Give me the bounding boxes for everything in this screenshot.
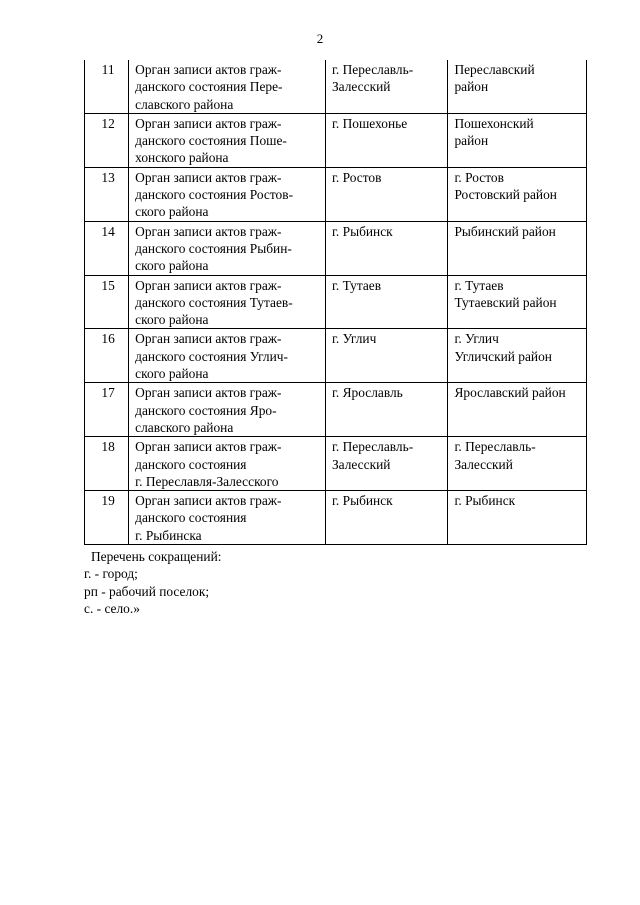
table-row [85, 383, 587, 437]
table-row [85, 329, 587, 383]
office-name-cell [129, 221, 326, 275]
location-line: г. Рыбинск [331, 223, 393, 239]
location-line: г. Рыбинск [331, 493, 393, 509]
row-number-cell: 15 [85, 275, 129, 329]
office-name-line: данского состояния Яро- [135, 402, 277, 418]
office-name-line: данского состояния [135, 510, 247, 526]
jurisdiction-cell [448, 329, 587, 383]
abbreviation-item: г. - город; [84, 566, 138, 582]
location-line: г. Ярославль [331, 385, 403, 401]
office-name-cell [129, 491, 326, 545]
location-line: Залесский [331, 456, 391, 472]
office-name-line: Орган записи актов граж- [135, 331, 282, 347]
table-row [85, 275, 587, 329]
abbreviation-item: рп - рабочий поселок; [84, 583, 210, 599]
office-name-line: ского района [135, 312, 209, 328]
jurisdiction-line: Ярославский район [454, 385, 566, 401]
office-name-line: данского состояния Углич- [135, 348, 288, 364]
office-name-cell [129, 113, 326, 167]
location-cell [325, 491, 447, 545]
office-name-line: данского состояния Рыбин- [135, 240, 292, 256]
jurisdiction-line: Залесский [454, 456, 513, 472]
jurisdiction-cell [448, 275, 587, 329]
office-name-cell [129, 437, 326, 491]
jurisdiction-cell [448, 60, 587, 113]
office-name-line: хонского района [135, 150, 229, 166]
jurisdiction-line: Тутаевский район [454, 294, 557, 310]
office-name-line: Орган записи актов граж- [135, 115, 282, 131]
table-row [85, 167, 587, 221]
location-cell [325, 383, 447, 437]
jurisdiction-line: г. Переславль- [454, 439, 536, 455]
office-name-line: Орган записи актов граж- [135, 439, 282, 455]
row-number-cell: 13 [85, 167, 129, 221]
location-cell [325, 275, 447, 329]
location-line: г. Ростов [331, 169, 382, 185]
page-number: 2 [316, 31, 324, 46]
office-name-line: ского района [135, 204, 209, 220]
location-line: г. Переславль- [331, 439, 414, 455]
jurisdiction-line: Переславский [454, 62, 535, 77]
jurisdiction-line: район [454, 133, 489, 149]
location-line: Залесский [331, 79, 391, 95]
row-number-cell: 16 [85, 329, 129, 383]
office-name-line: данского состояния Тутаев- [135, 294, 293, 310]
jurisdiction-line: Рыбинский район [454, 223, 556, 239]
row-number-cell: 19 [85, 491, 129, 545]
jurisdiction-cell [448, 221, 587, 275]
row-number-cell: 18 [85, 437, 129, 491]
jurisdiction-line: г. Рыбинск [454, 493, 516, 509]
jurisdiction-line: Угличский район [454, 348, 552, 364]
location-cell [325, 60, 447, 113]
office-name-line: данского состояния Пере- [135, 79, 283, 95]
table-row [85, 60, 587, 113]
jurisdiction-line: г. Тутаев [454, 277, 504, 293]
jurisdiction-line: Ростовский район [454, 187, 557, 203]
jurisdiction-line: г. Углич [454, 331, 499, 347]
office-name-line: Орган записи актов граж- [135, 493, 282, 509]
office-name-line: Орган записи актов граж- [135, 62, 282, 77]
office-name-line: ского района [135, 258, 209, 274]
office-name-line: данского состояния [135, 456, 247, 472]
location-cell [325, 437, 447, 491]
location-cell [325, 113, 447, 167]
office-name-line: ского района [135, 366, 209, 382]
jurisdiction-cell [448, 167, 587, 221]
location-line: г. Пошехонье [331, 115, 408, 131]
row-number-cell: 11 [85, 60, 129, 113]
row-number-cell: 14 [85, 221, 129, 275]
abbreviations-title: Перечень сокращений: [91, 549, 222, 564]
abbreviations-block [84, 548, 221, 618]
office-name-cell [129, 167, 326, 221]
location-line: г. Переславль- [331, 62, 414, 77]
table-row [85, 491, 587, 545]
office-name-line: славского района [135, 419, 234, 435]
row-number-cell: 12 [85, 113, 129, 167]
office-name-cell [129, 383, 326, 437]
office-name-cell [129, 329, 326, 383]
office-name-cell [129, 60, 326, 113]
row-number-cell: 17 [85, 383, 129, 437]
jurisdiction-cell [448, 383, 587, 437]
abbreviation-item: с. - село.» [84, 601, 140, 617]
office-name-line: славского района [135, 96, 234, 112]
location-cell [325, 329, 447, 383]
location-cell [325, 167, 447, 221]
jurisdiction-cell [448, 437, 587, 491]
jurisdiction-line: Пошехонский [454, 115, 534, 131]
location-line: г. Тутаев [331, 277, 382, 293]
office-name-line: данского состояния Ростов- [135, 187, 294, 203]
office-name-line: г. Рыбинска [135, 527, 202, 543]
location-cell [325, 221, 447, 275]
table-row [85, 113, 587, 167]
office-name-line: г. Переславля-Залесского [135, 473, 279, 489]
jurisdiction-line: район [454, 79, 489, 95]
table-row [85, 437, 587, 491]
jurisdiction-line: г. Ростов [454, 169, 504, 185]
office-name-line: Орган записи актов граж- [135, 169, 282, 185]
jurisdiction-cell [448, 113, 587, 167]
registry-table-body [85, 60, 587, 545]
office-name-line: данского состояния Поше- [135, 133, 287, 149]
abbreviations-list [84, 565, 221, 617]
jurisdiction-cell [448, 491, 587, 545]
registry-table [84, 60, 587, 545]
location-line: г. Углич [331, 331, 377, 347]
table-row [85, 221, 587, 275]
office-name-line: Орган записи актов граж- [135, 385, 282, 401]
office-name-line: Орган записи актов граж- [135, 277, 282, 293]
office-name-cell [129, 275, 326, 329]
office-name-line: Орган записи актов граж- [135, 223, 282, 239]
